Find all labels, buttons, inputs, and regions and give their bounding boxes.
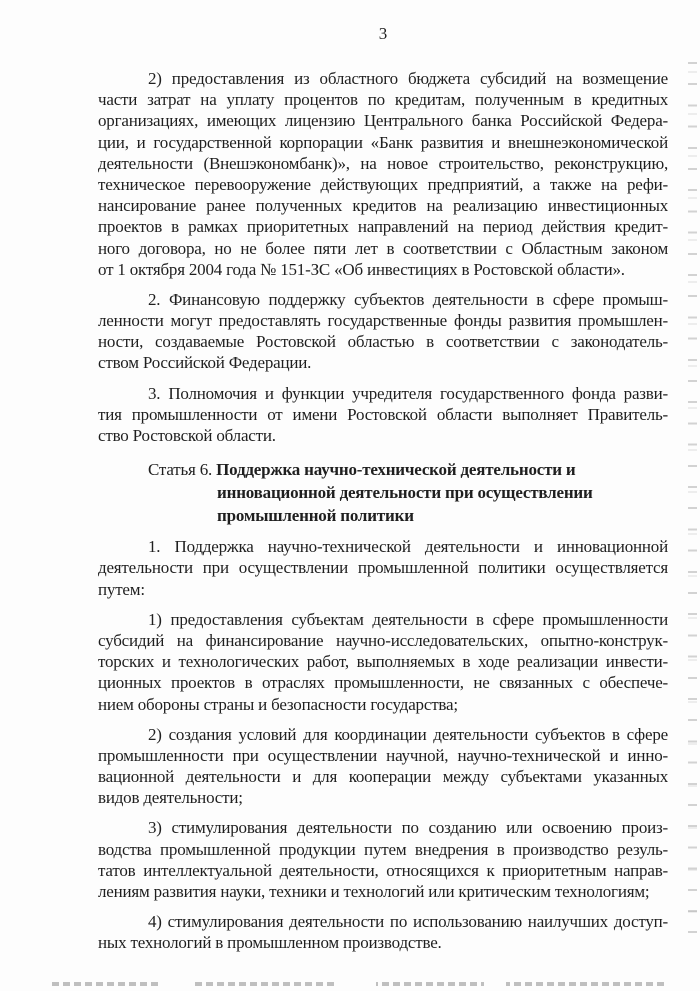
- text-line: тия промышленности от имени Ростовской области выполняет Правитель-: [98, 404, 668, 424]
- paragraph: [98, 911, 668, 953]
- article-title-text: Поддержка научно-технической деятельности и: [212, 460, 576, 480]
- article-heading-line: инновационной деятельности при осуществлении: [217, 483, 593, 503]
- artifact-gap: [160, 981, 192, 987]
- text-line: 2) создания условий для координации деятельности субъектов в сфере: [148, 724, 668, 744]
- text-line: путем:: [98, 579, 145, 599]
- text-line: деятельности (Внешэкономбанк)», на новое строительство, реконструкцию,: [98, 153, 668, 173]
- paragraph: [98, 817, 668, 902]
- scan-edge-artifacts: [688, 62, 697, 942]
- artifact-gap: [334, 981, 376, 987]
- page-number: 3: [378, 24, 388, 43]
- text-line: ционных проектов в отраслях промышленности, не связанных с обеспече-: [98, 673, 668, 693]
- text-line: ных технологий в промышленном производстве.: [98, 933, 442, 953]
- text-line: ности, создаваемые Ростовской областью в соответствии с законодатель-: [98, 332, 668, 352]
- text-line: видов деятельности;: [98, 788, 243, 808]
- text-line: от 1 октября 2004 года № 151-ЗС «Об инвестициях в Ростовской области».: [98, 259, 625, 279]
- text-line: ного договора, но не более пяти лет в соответствии с Областным законом: [98, 238, 668, 258]
- text-line: техническое перевооружение действующих предприятий, а также на рефи-: [98, 174, 668, 194]
- paragraph: [98, 724, 668, 809]
- text-line: 2) предоставления из областного бюджета субсидий на возмещение: [148, 69, 668, 88]
- text-line: водства промышленной продукции путем внедрения в производство резуль-: [98, 839, 668, 859]
- text-line: промышленности при осуществлении научной, научно-технической и инно-: [98, 745, 668, 765]
- text-line: 1) предоставления субъектам деятельности в сфере промышленности: [148, 609, 668, 629]
- paragraph: [98, 609, 668, 715]
- text-line: ством Российской Федерации.: [98, 353, 312, 373]
- paragraph: [98, 289, 668, 374]
- scan-bottom-artifact: [52, 982, 664, 986]
- artifact-gap: [484, 981, 506, 987]
- text-line: субсидий на финансирование научно-исследовательских, опытно-конструк-: [98, 630, 668, 650]
- article-heading-line: промышленной политики: [217, 506, 414, 526]
- text-line: ленности могут предоставлять государственные фонды развития промышлен-: [98, 311, 668, 331]
- text-line: торских и технологических работ, выполняемых в ходе реализации инвести-: [98, 652, 668, 672]
- text-line: ции, и государственной корпорации «Банк развития и внешнеэкономической: [98, 132, 668, 152]
- text-line: лениям развития науки, техники и технологий или критическим технологиям;: [98, 882, 650, 901]
- text-line: 4) стимулирования деятельности по использованию наилучших доступ-: [148, 912, 668, 932]
- paragraph: [98, 536, 668, 600]
- text-body: [98, 68, 668, 954]
- text-line: нием обороны страны и безопасности государства;: [98, 694, 458, 714]
- text-line: проектов в рамках приоритетных направлений на период действия кредит-: [98, 217, 668, 237]
- text-line: деятельности при осуществлении промышленной политики осуществляется: [98, 558, 668, 578]
- paragraph: [98, 68, 668, 280]
- text-line: нансирование ранее полученных кредитов на реализацию инвестиционных: [98, 196, 668, 216]
- text-line: организациях, имеющих лицензию Центрального банка Российской Федера-: [98, 111, 668, 131]
- text-line: 3) стимулирования деятельности по созданию или освоению произ-: [148, 818, 668, 838]
- text-line: части затрат на уплату процентов по кредитам, полученным в кредитных: [98, 90, 668, 110]
- text-line: татов интеллектуальной деятельности, относящихся к приоритетным направ-: [98, 860, 668, 880]
- article-number-label: Статья 6.: [148, 460, 213, 480]
- text-line: 2. Финансовую поддержку субъектов деятельности в сфере промыш-: [148, 289, 668, 309]
- text-line: 3. Полномочия и функции учредителя государственного фонда разви-: [148, 383, 668, 403]
- paragraph: [98, 383, 668, 447]
- text-line: ство Ростовской области.: [98, 426, 276, 445]
- text-line: 1. Поддержка научно-технической деятельности и инновационной: [148, 537, 668, 557]
- text-line: вационной деятельности и для кооперации между субъектами указанных: [98, 767, 668, 787]
- article-heading-line: [98, 458, 668, 481]
- article-heading: [98, 458, 668, 527]
